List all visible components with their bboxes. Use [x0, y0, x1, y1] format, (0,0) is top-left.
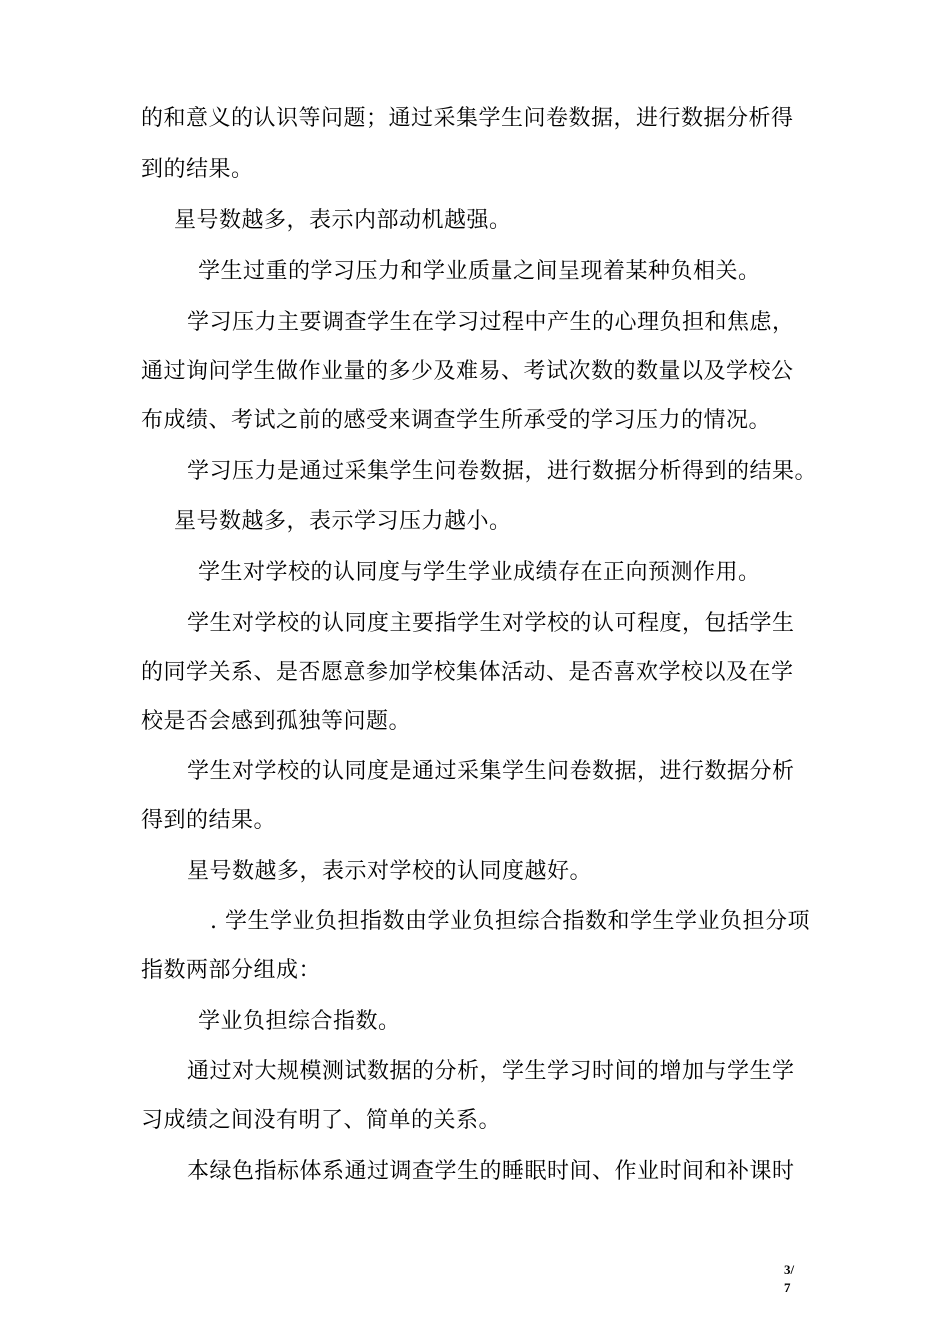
- text-line: 学生对学校的认同度与学生学业成绩存在正向预测作用。: [198, 560, 761, 585]
- text-line: . 学生学业负担指数由学业负担综合指数和学生学业负担分项: [210, 909, 810, 934]
- text-line: 的同学关系、是否愿意参加学校集体活动、是否喜欢学校以及在学: [141, 660, 794, 685]
- text-line: 的和意义的认识等问题；通过采集学生问卷数据，进行数据分析得: [141, 106, 794, 131]
- text-line: 得到的结果。: [141, 808, 277, 833]
- text-line: 布成绩、考试之前的感受来调查学生所承受的学习压力的情况。: [141, 408, 772, 433]
- text-line: 校是否会感到孤独等问题。: [141, 709, 412, 734]
- text-line: 星号数越多，表示对学校的认同度越好。: [187, 859, 593, 884]
- text-line: 星号数越多，表示内部动机越强。: [174, 208, 512, 233]
- text-line: 本绿色指标体系通过调查学生的睡眠时间、作业时间和补课时: [187, 1159, 795, 1184]
- text-line: 到的结果。: [141, 157, 254, 182]
- text-line: 学生对学校的认同度是通过采集学生问卷数据，进行数据分析: [187, 759, 795, 784]
- text-line: 习成绩之间没有明了、简单的关系。: [141, 1108, 502, 1133]
- text-line: 学生对学校的认同度主要指学生对学校的认可程度，包括学生: [187, 611, 795, 636]
- text-line: 学习压力主要调查学生在学习过程中产生的心理负担和焦虑，: [187, 310, 795, 335]
- text-line: 学业负担综合指数。: [198, 1009, 401, 1034]
- text-line: 通过询问学生做作业量的多少及难易、考试次数的数量以及学校公: [141, 359, 794, 384]
- text-line: 通过对大规模测试数据的分析，学生学习时间的增加与学生学: [187, 1059, 795, 1084]
- text-line: 学习压力是通过采集学生问卷数据，进行数据分析得到的结果。: [187, 459, 818, 484]
- text-line: 星号数越多，表示学习压力越小。: [174, 509, 512, 534]
- page-number-total: 7: [784, 1280, 791, 1295]
- text-line: 指数两部分组成：: [141, 958, 322, 983]
- text-line: 学生过重的学习压力和学业质量之间呈现着某种负相关。: [198, 259, 761, 284]
- page-number-current: 3/: [784, 1262, 795, 1277]
